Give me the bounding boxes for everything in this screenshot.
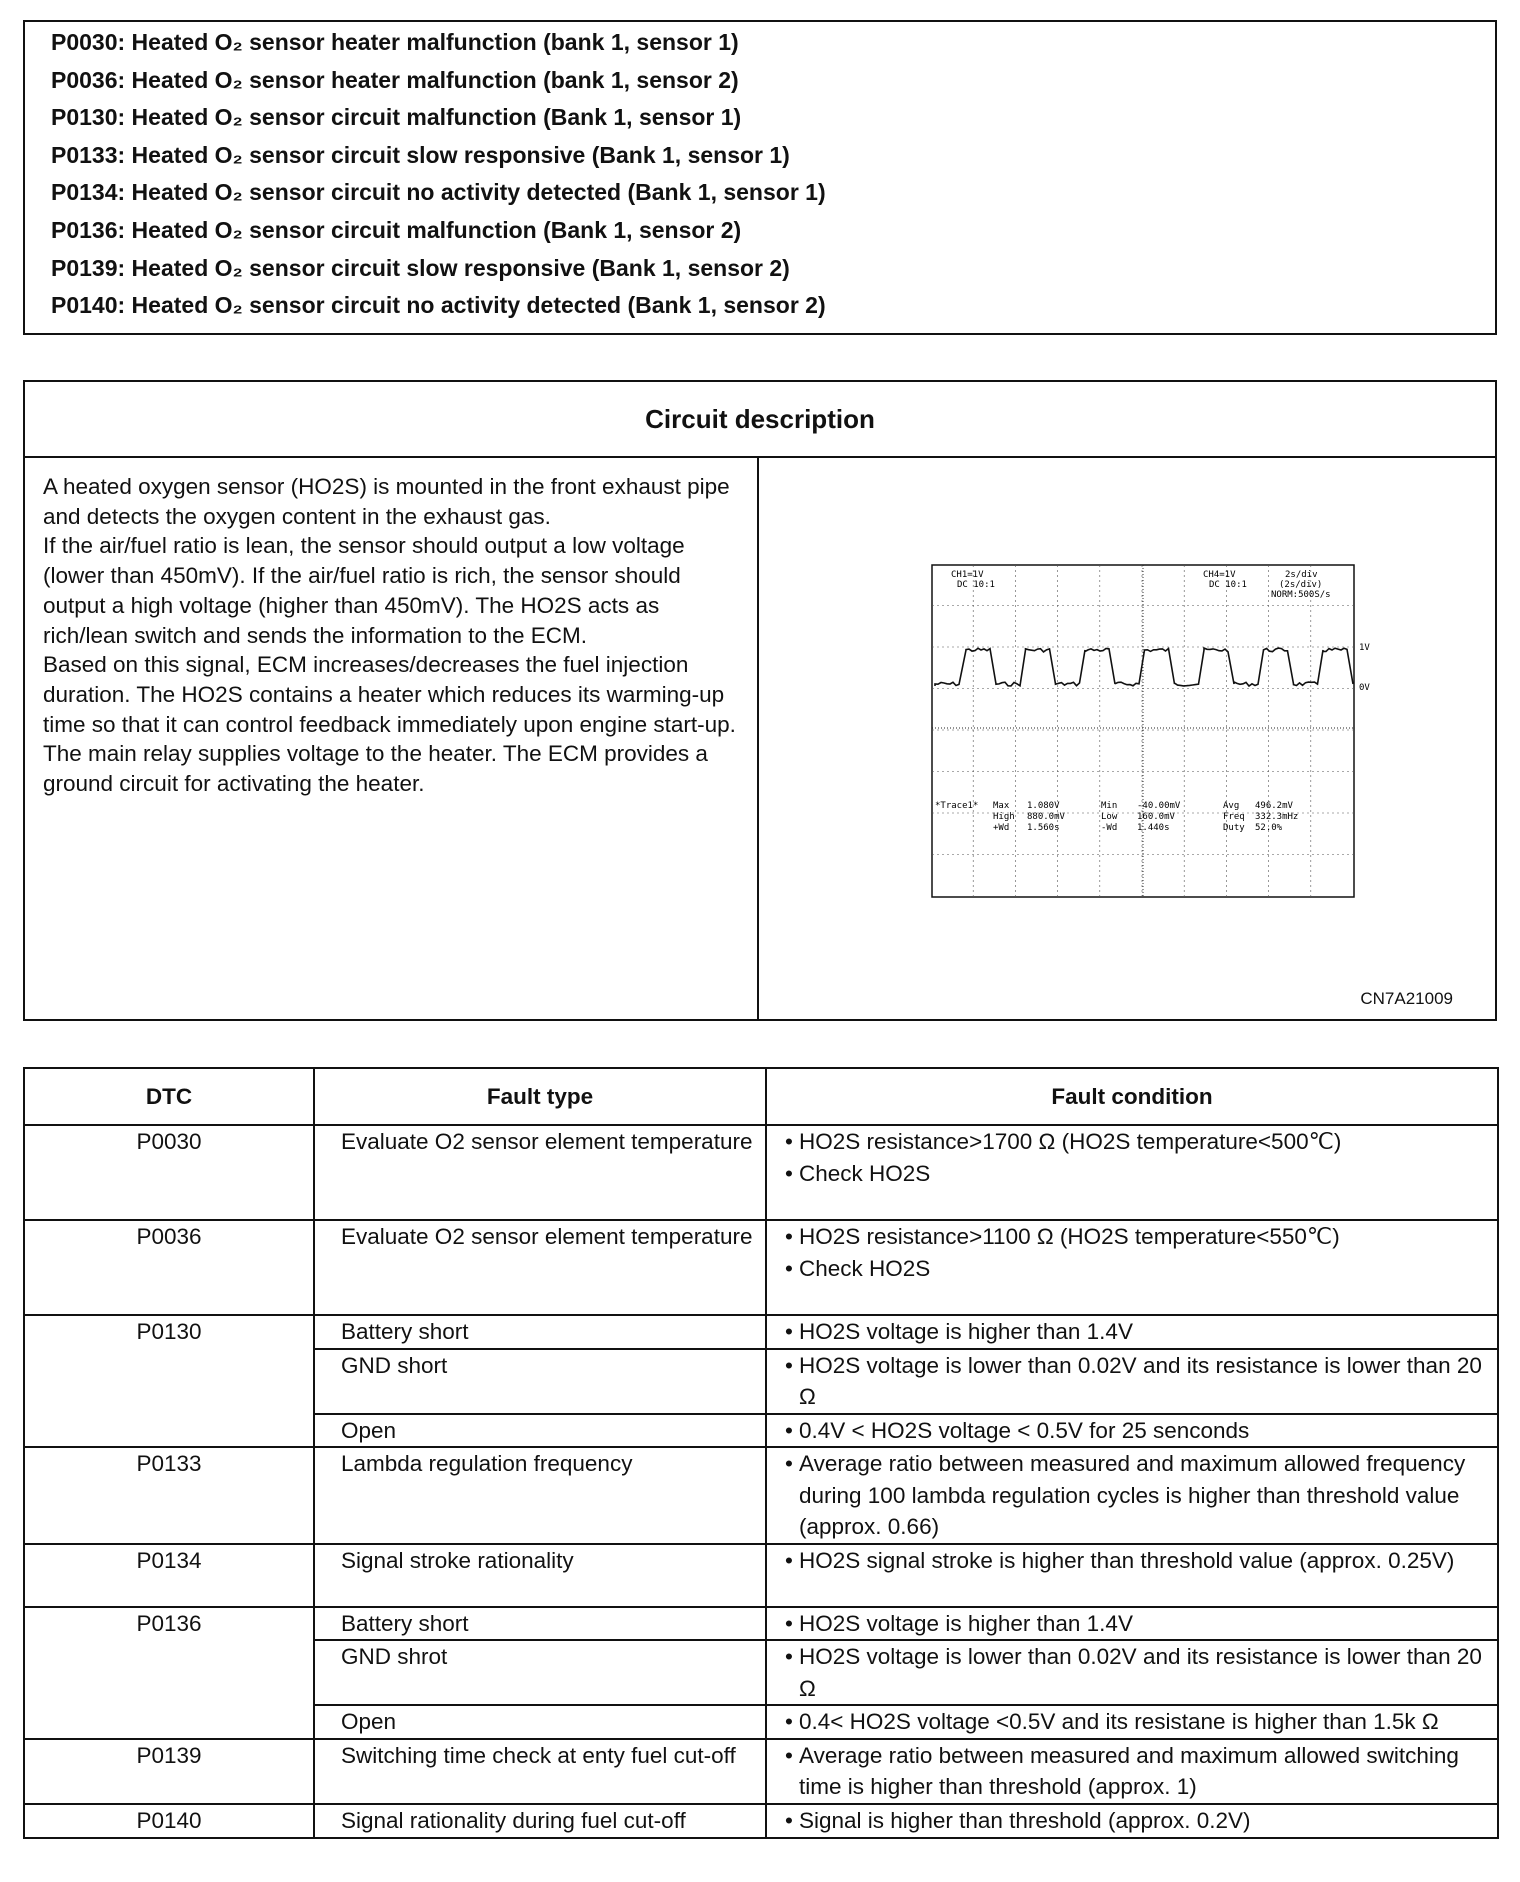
scope-stat-label: Avg — [1223, 801, 1240, 811]
scope-stat-value: 496.2mV — [1255, 801, 1293, 811]
bullet-icon: • — [785, 1129, 793, 1154]
header-fault-condition: Fault condition — [766, 1068, 1498, 1125]
bullet-icon: • — [785, 1807, 793, 1833]
fault-type-cell: GND shrot — [314, 1640, 766, 1705]
figure-cell — [761, 458, 1495, 1019]
scope-mode: NORM:500S/s — [1271, 590, 1331, 600]
condition-item — [785, 1545, 1489, 1577]
condition-item — [785, 1608, 1489, 1640]
fault-condition-cell — [766, 1414, 1498, 1448]
fault-condition-cell — [766, 1315, 1498, 1349]
condition-item — [785, 1221, 1489, 1253]
condition-text: HO2S voltage is lower than 0.02V and its resistance is lower than 20 Ω — [799, 1352, 1482, 1409]
bullet-icon: • — [785, 1352, 793, 1378]
scope-stat-label: Freq — [1223, 812, 1245, 822]
table-row — [24, 1544, 1498, 1607]
dtc-line: P0133: Heated O₂ sensor circuit slow responsive (Bank 1, sensor 1) — [51, 141, 790, 168]
bullet-icon: • — [785, 1255, 793, 1281]
condition-item — [785, 1805, 1489, 1837]
condition-text: HO2S voltage is lower than 0.02V and its resistance is lower than 20 Ω — [799, 1644, 1482, 1701]
condition-text: HO2S signal stroke is higher than threshold value (approx. 0.25V) — [799, 1547, 1455, 1573]
fault-condition-cell — [766, 1447, 1498, 1544]
bullet-icon: • — [785, 1610, 793, 1636]
fault-type-cell: GND short — [314, 1349, 766, 1414]
fault-type-cell: Open — [314, 1705, 766, 1739]
scope-trace-label: *Trace1* — [935, 801, 979, 811]
circuit-paragraph: Based on this signal, ECM increases/decreases the fuel injection duration. The HO2S contains a heater which reduces its warming-up time so that it can control feedback immediately upon engine start-up. The main relay supplies voltage to the heater. The ECM provides a ground circuit for activating the heater. — [43, 652, 736, 797]
scope-stat-value: 1.440s — [1137, 823, 1170, 833]
circuit-description-title: Circuit description — [25, 382, 1495, 458]
condition-item — [785, 1448, 1489, 1543]
figure-code: CN7A21009 — [1360, 989, 1453, 1008]
dtc-line: P0139: Heated O₂ sensor circuit slow responsive (Bank 1, sensor 2) — [51, 254, 790, 281]
scope-level-1v: 1V — [1359, 643, 1370, 653]
fault-type-cell: Battery short — [314, 1607, 766, 1641]
scope-ch1: CH1=1V — [951, 570, 984, 580]
condition-text: Average ratio between measured and maximum allowed frequency during 100 lambda regulation cycles is higher than threshold value (approx. 0.66) — [799, 1451, 1466, 1539]
dtc-code-cell: P0130 — [24, 1315, 314, 1447]
fault-condition-cell — [766, 1544, 1498, 1607]
circuit-paragraph: If the air/fuel ratio is lean, the sensor should output a low voltage (lower than 450mV). If the air/fuel ratio is rich, the sensor should output a high voltage (higher than 450mV). The HO2S acts as rich/lean switch and sends the information to the ECM. — [43, 533, 685, 648]
dtc-line: P0030: Heated O₂ sensor heater malfunction (bank 1, sensor 1) — [51, 29, 739, 55]
bullet-icon: • — [785, 1644, 793, 1669]
dtc-list-box — [23, 20, 1497, 335]
scope-stat-label: Min — [1101, 801, 1118, 811]
condition-text: HO2S voltage is higher than 1.4V — [799, 1319, 1133, 1344]
bullet-icon: • — [785, 1451, 793, 1476]
dtc-code-cell: P0134 — [24, 1544, 314, 1607]
condition-item — [785, 1706, 1489, 1738]
oscilloscope-figure — [931, 564, 1370, 898]
fault-type-cell: Signal stroke rationality — [314, 1544, 766, 1607]
condition-text: 0.4< HO2S voltage <0.5V and its resistane is higher than 1.5k Ω — [799, 1709, 1439, 1734]
condition-text: Signal is higher than threshold (approx. 0.2V) — [799, 1807, 1251, 1833]
bullet-icon: • — [785, 1319, 793, 1344]
condition-text: Check HO2S — [799, 1160, 931, 1186]
scope-ch4-coupling: DC 10:1 — [1209, 580, 1247, 590]
dtc-line: P0140: Heated O₂ sensor circuit no activity detected (Bank 1, sensor 2) — [51, 292, 826, 319]
header-dtc: DTC — [24, 1068, 314, 1125]
condition-text: HO2S resistance>1700 Ω (HO2S temperature<500℃) — [799, 1129, 1342, 1154]
circuit-description-box — [23, 380, 1497, 1021]
scope-stat-label: -Wd — [1101, 823, 1118, 833]
scope-stat-value: 160.0mV — [1137, 812, 1175, 822]
condition-item — [785, 1158, 1489, 1190]
scope-timebase: 2s/div — [1285, 570, 1318, 580]
condition-item — [785, 1740, 1489, 1803]
scope-stat-value: 1.560s — [1027, 823, 1060, 833]
condition-item — [785, 1415, 1489, 1447]
fault-condition-cell — [766, 1607, 1498, 1641]
scope-stat-label: +Wd — [993, 823, 1010, 833]
table-row — [24, 1447, 1498, 1544]
bullet-icon: • — [785, 1224, 793, 1249]
dtc-code-cell: P0133 — [24, 1447, 314, 1544]
scope-stat-label: Low — [1101, 812, 1118, 822]
condition-item — [785, 1253, 1489, 1285]
scope-stat-value: 880.0mV — [1027, 812, 1065, 822]
table-row — [24, 1739, 1498, 1804]
scope-stat-value: 332.3mHz — [1255, 812, 1299, 822]
fault-condition-cell — [766, 1640, 1498, 1705]
dtc-code-cell: P0139 — [24, 1739, 314, 1804]
fault-type-cell: Lambda regulation frequency — [314, 1447, 766, 1544]
table-header-row — [24, 1068, 1498, 1125]
scope-stat-value: 52.0% — [1255, 823, 1283, 833]
circuit-paragraph: A heated oxygen sensor (HO2S) is mounted in the front exhaust pipe and detects the oxygen content in the exhaust gas. — [43, 474, 730, 529]
table-row — [24, 1220, 1498, 1315]
fault-type-cell: Evaluate O2 sensor element temperature — [314, 1125, 766, 1220]
condition-text: 0.4V < HO2S voltage < 0.5V for 25 senconds — [799, 1417, 1250, 1443]
dtc-line: P0134: Heated O₂ sensor circuit no activity detected (Bank 1, sensor 1) — [51, 179, 826, 206]
scope-stat-label: Max — [993, 801, 1010, 811]
scope-timebase-2: (2s/div) — [1279, 580, 1323, 590]
bullet-icon: • — [785, 1160, 793, 1186]
fault-condition-cell — [766, 1220, 1498, 1315]
fault-condition-cell — [766, 1804, 1498, 1838]
dtc-line: P0130: Heated O₂ sensor circuit malfunction (Bank 1, sensor 1) — [51, 104, 742, 131]
dtc-code-cell: P0140 — [24, 1804, 314, 1838]
bullet-icon: • — [785, 1547, 793, 1573]
fault-type-cell: Battery short — [314, 1315, 766, 1349]
dtc-line: P0136: Heated O₂ sensor circuit malfunction (Bank 1, sensor 2) — [51, 216, 742, 243]
dtc-code-cell: P0030 — [24, 1125, 314, 1220]
scope-ch1-coupling: DC 10:1 — [957, 580, 995, 590]
fault-type-cell: Open — [314, 1414, 766, 1448]
table-row — [24, 1607, 1498, 1641]
scope-level-0v: 0V — [1359, 683, 1370, 693]
condition-item — [785, 1126, 1489, 1158]
fault-condition-cell — [766, 1349, 1498, 1414]
fault-type-cell: Switching time check at enty fuel cut-off — [314, 1739, 766, 1804]
table-row — [24, 1804, 1498, 1838]
fault-condition-cell — [766, 1125, 1498, 1220]
bullet-icon: • — [785, 1709, 793, 1734]
condition-text: HO2S resistance>1100 Ω (HO2S temperature<550℃) — [799, 1224, 1340, 1249]
scope-stat-value: -40.00mV — [1137, 801, 1181, 811]
scope-stat-value: 1.080V — [1027, 801, 1060, 811]
scope-ch4: CH4=1V — [1203, 570, 1236, 580]
fault-type-cell: Signal rationality during fuel cut-off — [314, 1804, 766, 1838]
dtc-code-cell: P0036 — [24, 1220, 314, 1315]
condition-text: Average ratio between measured and maximum allowed switching time is higher than threshold (approx. 1) — [799, 1742, 1459, 1799]
fault-condition-cell — [766, 1705, 1498, 1739]
table-row — [24, 1315, 1498, 1349]
dtc-line: P0036: Heated O₂ sensor heater malfunction (bank 1, sensor 2) — [51, 66, 739, 93]
dtc-code-cell: P0136 — [24, 1607, 314, 1739]
condition-item — [785, 1316, 1489, 1348]
header-fault-type: Fault type — [314, 1068, 766, 1125]
condition-text: HO2S voltage is higher than 1.4V — [799, 1610, 1133, 1636]
bullet-icon: • — [785, 1417, 793, 1443]
bullet-icon: • — [785, 1742, 793, 1768]
circuit-description-text — [25, 458, 759, 1019]
fault-table — [23, 1067, 1499, 1839]
condition-text: Check HO2S — [799, 1255, 931, 1281]
scope-stat-label: Duty — [1223, 823, 1245, 833]
scope-stat-label: High — [993, 812, 1015, 822]
condition-item — [785, 1350, 1489, 1413]
fault-condition-cell — [766, 1739, 1498, 1804]
table-row — [24, 1125, 1498, 1220]
fault-type-cell: Evaluate O2 sensor element temperature — [314, 1220, 766, 1315]
condition-item — [785, 1641, 1489, 1704]
